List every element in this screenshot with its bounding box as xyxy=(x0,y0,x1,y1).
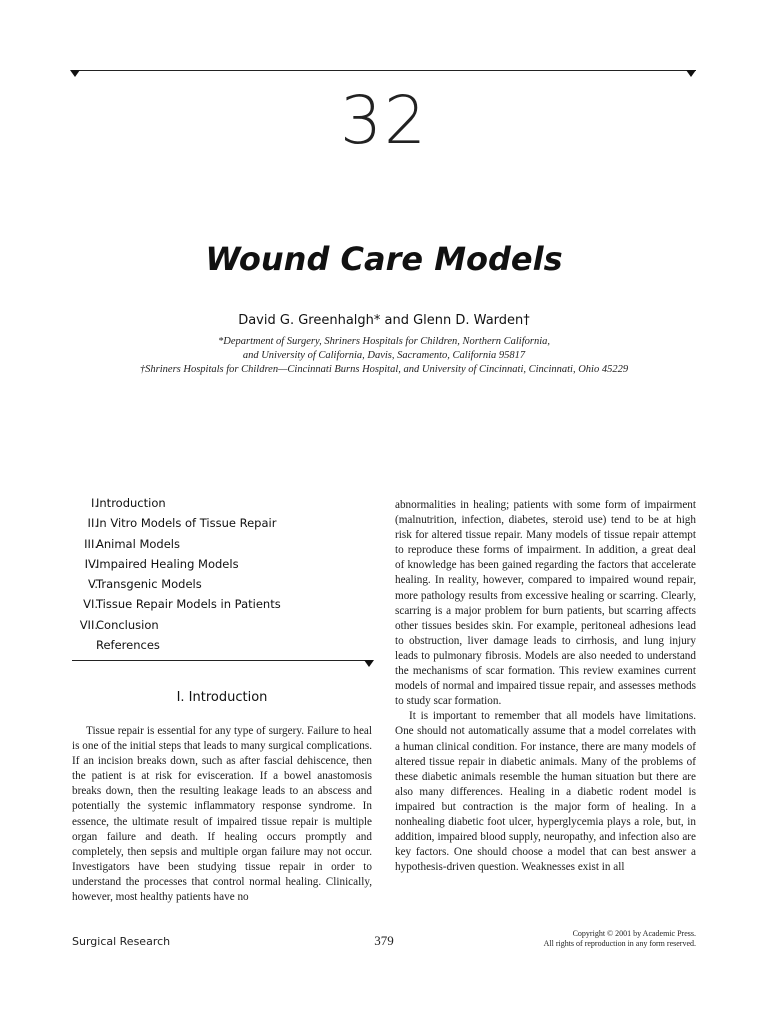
copyright-notice xyxy=(544,929,696,949)
page-number: 379 xyxy=(374,933,394,948)
section-heading: I. Introduction xyxy=(176,690,268,705)
divider-triangle-marker xyxy=(364,660,374,667)
right-triangle-marker xyxy=(686,70,696,77)
affiliation-line-1: *Department of Surgery, Shriners Hospitals for Children, Northern California, xyxy=(217,336,551,347)
toc-item: V. Transgenic Models xyxy=(87,577,202,592)
affiliation-line-2: and University of California, Davis, Sacramento, California 95817 xyxy=(242,350,526,361)
toc-item: VII. Conclusion xyxy=(79,617,159,632)
toc-item: I. Introduction xyxy=(90,496,166,510)
paragraph: abnormalities in healing; patients with some form of impairment (malnutrition, infection, diabetes, steroid use) tend to be at high risk for altered tissue repair. Many models of tissue repair attempt to reproduce these forms of impairment. In addition, a great deal of knowledge has been gained regarding the factors that accelerate healing. In reality, however, compared to impaired wound repair, more pathology results from excessive healing or scarring. Clearly, scarring is a major problem for burn patients, but scarring affects other tissues besides skin. For example, peritoneal adhesions lead to obstruction, liver damage leads to cirrhosis, and lung injury leads to pulmonary fibrosis. Models are also needed to understand the mechanisms of scar formation. This review examines current models of normal and impaired tissue repair, and assesses methods to study scar formation. xyxy=(395,499,696,708)
table-of-contents xyxy=(60,496,380,658)
book-title: Surgical Research xyxy=(72,935,171,948)
paragraph: It is important to remember that all models have limitations. One should not automatically assume that a model correlates with a human clinical condition. For instance, there are many models of altered tissue repair in diabetic animals. Many of the problems of these diabetic animals resemble the human situation but there are also many differences. Healing in a diabetic rodent model is impaired but contraction is the major form of healing. In a nonhealing diabetic foot ulcer, hyperglycemia plays a role, but, in addition, impaired blood supply, neuropathy, and infection also are key factors. One should choose a model that can best answer a hypothesis-driven question. Weaknesses exist in all xyxy=(395,710,696,874)
toc-item: VI. Tissue Repair Models in Patients xyxy=(83,597,281,612)
affiliation-line-3: †Shriners Hospitals for Children—Cincinnati Burns Hospital, and University of Cincinnati, Cincinnati, Ohio 45229 xyxy=(139,364,629,375)
toc-item: III. Animal Models xyxy=(84,536,180,551)
rights-line: All rights of reproduction in any form reserved. xyxy=(543,939,696,948)
toc-item: IV. Impaired Healing Models xyxy=(84,556,239,571)
chapter-title: Wound Care Models xyxy=(205,240,563,278)
paragraph: Tissue repair is essential for any type of surgery. Failure to heal is one of the initial steps that leads to many surgical complications. If an incision breaks down, such as after fascial dehiscence, then the patient is at risk for evisceration. If a bowel anastomosis breaks down, then the resulting leakage leads to an abscess and potentially the systemic inflammatory response syndrome. In essence, the ultimate result of impaired tissue repair is multiple organ failure and death. If healing occurs promptly and completely, then sepsis and multiple organ failure may not occur. Investigators have been studying tissue repair in order to understand the processes that control normal healing. Clinically, however, most healthy patients have no xyxy=(72,725,372,904)
authors: David G. Greenhalgh* and Glenn D. Warden† xyxy=(238,313,530,328)
chapter-number: 32 xyxy=(340,82,428,159)
top-rule xyxy=(72,70,696,71)
toc-divider-rule xyxy=(72,660,372,661)
right-column-text xyxy=(395,498,696,875)
left-column-text xyxy=(72,724,372,905)
copyright-line: Copyright © 2001 by Academic Press. xyxy=(572,929,696,938)
left-triangle-marker xyxy=(70,70,80,77)
toc-item: II. In Vitro Models of Tissue Repair xyxy=(87,516,277,531)
toc-item: References xyxy=(96,638,160,653)
